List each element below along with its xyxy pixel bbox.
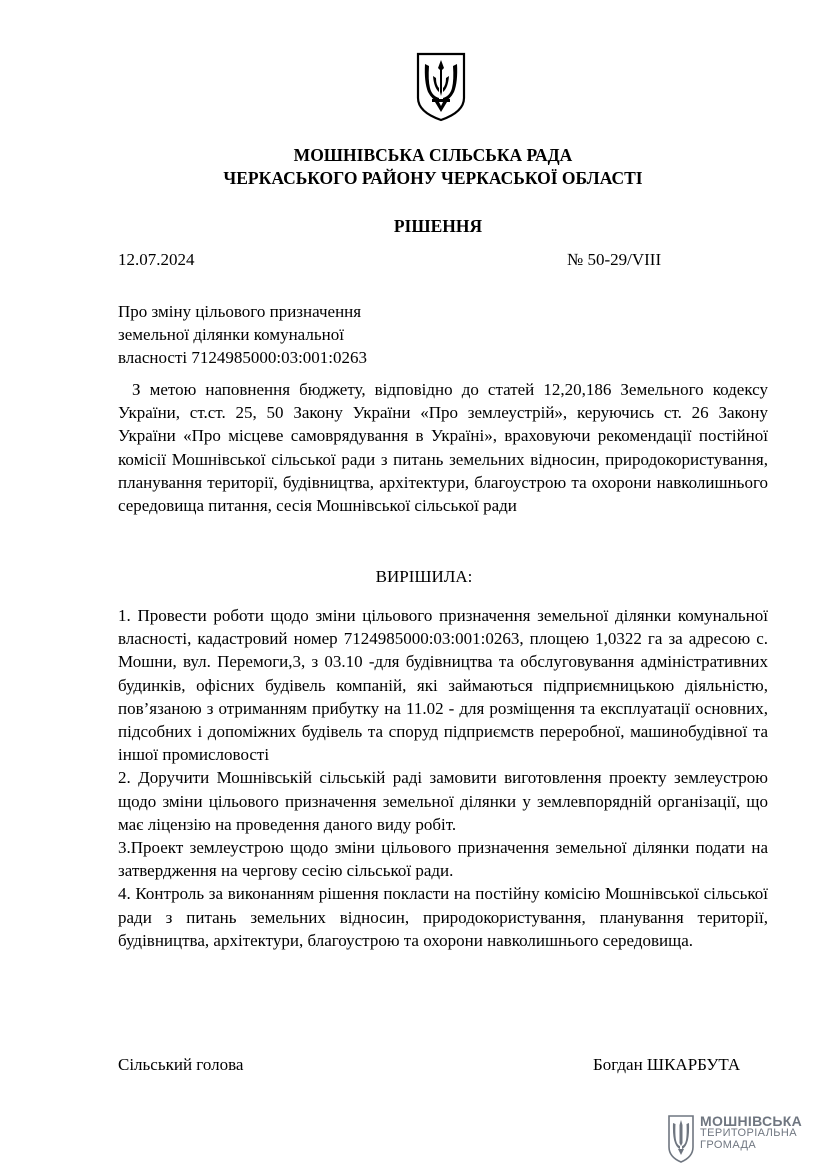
logo-line: ТЕРИТОРІАЛЬНА xyxy=(700,1127,797,1139)
signer-position: Сільський голова xyxy=(118,1055,244,1074)
signer-name: Богдан ШКАРБУТА xyxy=(593,1055,741,1074)
council-district: ЧЕРКАСЬКОГО РАЙОНУ ЧЕРКАСЬКОЇ ОБЛАСТІ xyxy=(223,168,643,188)
decision-number: № 50-29/VIII xyxy=(567,250,662,269)
document-type: РІШЕННЯ xyxy=(393,216,483,236)
decision-item: 4. Контроль за виконанням рішення покласти на постійну комісію Мошнівської сільської ради з питань земельних відносин, природокористування, планування території, будівництва, архітектури, благоустрою та охорони навколишнього середовища. xyxy=(118,884,768,950)
council-name: МОШНІВСЬКА СІЛЬСЬКА РАДА xyxy=(293,145,573,165)
decision-subject xyxy=(118,300,367,369)
decision-item: 3.Проект землеустрою щодо зміни цільового призначення земельної ділянки подати на затвердження на чергову сесію сільської ради. xyxy=(118,838,768,881)
decided-heading: ВИРІШИЛА: xyxy=(375,567,473,586)
subject-line: Про зміну цільового призначення xyxy=(118,302,362,321)
decision-item: 2. Доручити Мошнівській сільській раді замовити виготовлення проекту землеустрою щодо зміни цільового призначення земельної ділянки у землевпорядній організації, що має ліцензію на проведення даного виду робіт. xyxy=(118,768,768,834)
preamble-paragraph: З метою наповнення бюджету, відповідно до статей 12,20,186 Земельного кодексу України, ст.ст. 25, 50 Закону України «Про землеустрій», керуючись ст. 26 Закону України «Про місцеве самоврядування в Україні», враховуючи рекомендації постійної комісії Мошнівської сільської ради з питань земельних відносин, природокористування, планування території, будівництва, архітектури, благоустрою та охорони навколишнього середовища питання, сесія Мошнівської сільської ради xyxy=(118,380,768,516)
subject-line: власності 7124985000:03:001:0263 xyxy=(118,348,368,367)
decision-date: 12.07.2024 xyxy=(118,250,195,269)
decision-item: 1. Провести роботи щодо зміни цільового призначення земельної ділянки комунальної власності, кадастровий номер 7124985000:03:001:0263, площею 1,0322 га за адресою с. Мошни, вул. Перемоги,3, з 03.10 -для будівництва та обслуговування адміністративних будинків, офісних будівель компаній, які займаються підприємницькою діяльністю, пов’язаною з отриманням прибутку на 11.02 - для розміщення та експлуатації основних, підсобних і допоміжних будівель та споруд підприємств переробної, машинобудівної та іншої промисловості xyxy=(118,606,768,765)
decision-items xyxy=(118,604,768,952)
logo-text xyxy=(700,1115,802,1151)
community-logo xyxy=(668,1115,802,1163)
logo-line: МОШНІВСЬКА xyxy=(700,1113,803,1129)
logo-line: ГРОМАДА xyxy=(700,1139,757,1151)
trident-logo-icon xyxy=(668,1115,694,1163)
subject-line: земельної ділянки комунальної xyxy=(118,325,344,344)
trident-coat-of-arms-icon xyxy=(415,52,467,122)
